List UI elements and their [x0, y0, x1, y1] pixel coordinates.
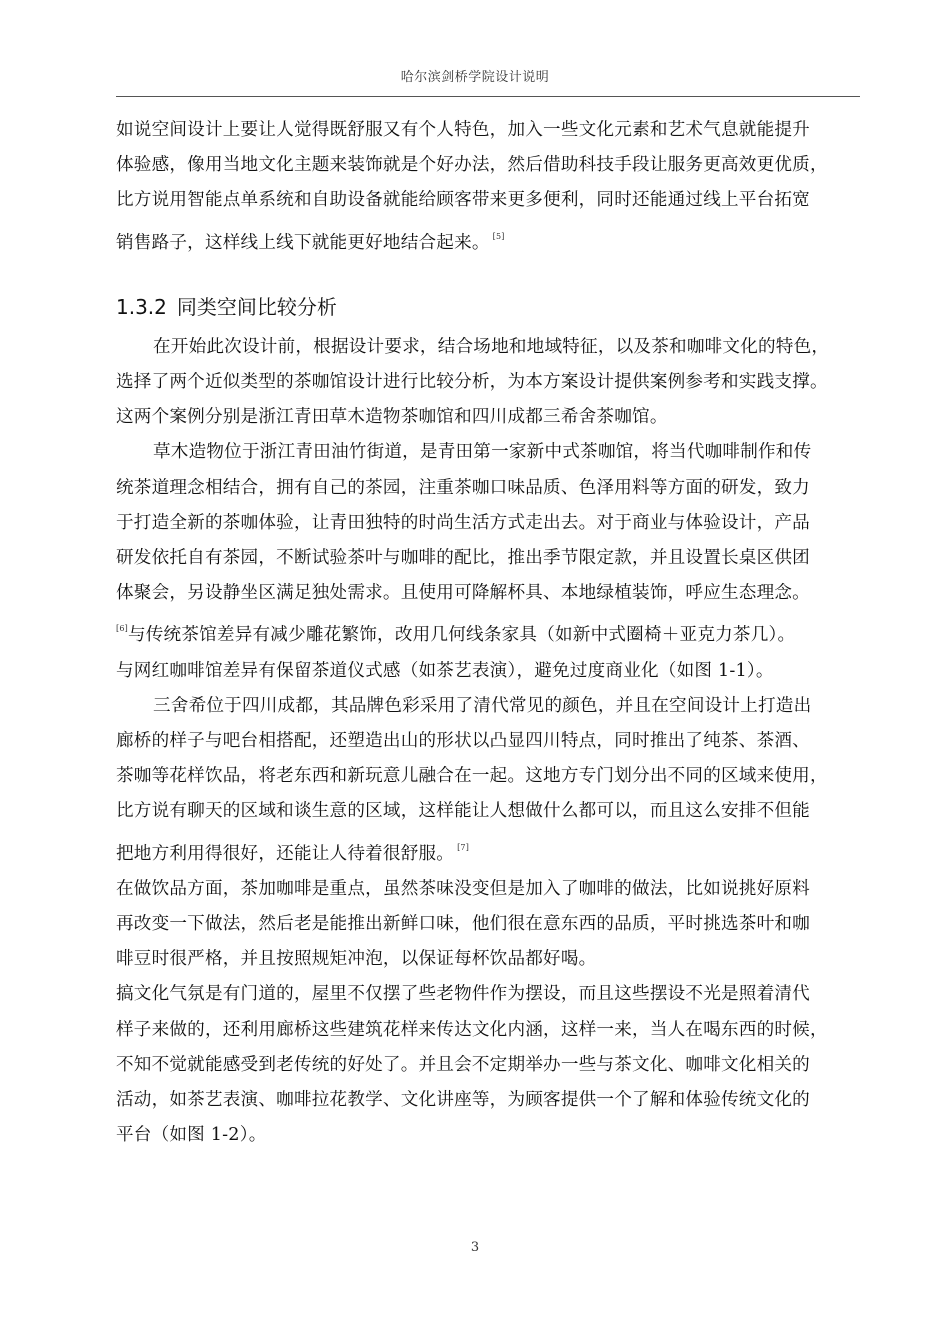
header-divider: [116, 96, 860, 97]
text-line: 草木造物位于浙江青田油竹街道，是青田第一家新中式茶咖馆，将当代咖啡制作和传: [153, 442, 812, 463]
text-line: 体聚会，另设静坐区满足独处需求。且使用可降解杯具、本地绿植装饰，呼应生态理念。: [116, 583, 810, 604]
paragraph-5: [116, 872, 868, 978]
text-line-with-citation: [116, 611, 868, 653]
citation-marker: [7]: [457, 842, 470, 852]
text-line: 再改变一下做法，然后老是能推出新鲜口味，他们很在意东西的品质，平时挑选茶叶和咖: [116, 914, 810, 935]
text-line: 体验感，像用当地文化主题来装饰就是个好办法，然后借助科技手段让服务更高效更优质，: [116, 155, 828, 176]
page-header-title: 哈尔滨剑桥学院设计说明: [400, 70, 550, 85]
text-line: 与网红咖啡馆差异有保留茶道仪式感（如茶艺表演），避免过度商业化（如图 1-1）。: [116, 660, 774, 681]
text-line: 搞文化气氛是有门道的，屋里不仅摆了些老物件作为摆设，而且这些摆设不光是照着清代: [116, 984, 810, 1005]
text-line-with-citation: [116, 830, 868, 872]
text-line: 统茶道理念相结合，拥有自己的茶园，注重茶咖口味品质、色泽用料等方面的研发，致力: [116, 477, 810, 498]
paragraph-6: [116, 977, 868, 1153]
page-number: 3: [470, 1240, 480, 1255]
text-line: 选择了两个近似类型的茶咖馆设计进行比较分析，为本方案设计提供案例参考和实践支撑。: [116, 372, 828, 393]
document-body: [116, 113, 868, 1153]
citation-marker: [6]: [116, 624, 128, 634]
citation-marker: [5]: [492, 231, 505, 241]
text-line: 廊桥的样子与吧台相搭配，还塑造出山的形状以凸显四川特点，同时推出了纯茶、茶酒、: [116, 731, 810, 752]
text-line: 三舍希位于四川成都，其品牌色彩采用了清代常见的颜色，并且在空间设计上打造出: [153, 695, 812, 716]
text-line: 平台（如图 1-2）。: [116, 1125, 267, 1146]
text-line: 把地方利用得很好，还能让人待着很舒服。: [116, 843, 455, 864]
text-line: 这两个案例分别是浙江青田草木造物茶咖馆和四川成都三希舍茶咖馆。: [116, 407, 668, 428]
text-line: 啡豆时很严格，并且按照规矩冲泡，以保证每杯饮品都好喝。: [116, 949, 597, 970]
text-line: 在开始此次设计前，根据设计要求，结合场地和地域特征，以及茶和咖啡文化的特色，: [153, 336, 830, 357]
text-line: 活动，如茶艺表演、咖啡拉花教学、文化讲座等，为顾客提供一个了解和体验传统文化的: [116, 1090, 810, 1111]
text-line: 销售路子，这样线上线下就能更好地结合起来。: [116, 232, 490, 253]
text-line-with-citation: [116, 219, 868, 261]
text-line: 在做饮品方面，茶加咖啡是重点，虽然茶味没变但是加入了咖啡的做法，比如说挑好原料: [116, 878, 810, 899]
text-line: 茶咖等花样饮品，将老东西和新玩意儿融合在一起。这地方专门划分出不同的区域来使用，: [116, 766, 828, 787]
paragraph-4: [116, 689, 868, 872]
paragraph-2: [116, 330, 868, 436]
text-line: 如说空间设计上要让人觉得既舒服又有个人特色，加入一些文化元素和艺术气息就能提升: [116, 120, 810, 140]
text-line: 研发依托自有茶园，不断试验茶叶与咖啡的配比，推出季节限定款，并且设置长桌区供团: [116, 548, 810, 569]
paragraph-1: [116, 113, 868, 261]
section-title: 同类空间比较分析: [176, 294, 337, 319]
text-line: 比方说有聊天的区域和谈生意的区域，这样能让人想做什么都可以，而且这么安排不但能: [116, 801, 810, 822]
text-line: 比方说用智能点单系统和自助设备就能给顾客带来更多便利，同时还能通过线上平台拓宽: [116, 190, 810, 211]
text-line: 样子来做的，还利用廊桥这些建筑花样来传达文化内涵，这样一来，当人在喝东西的时候，: [116, 1019, 828, 1040]
text-line: 不知不觉就能感受到老传统的好处了。并且会不定期举办一些与茶文化、咖啡文化相关的: [116, 1054, 810, 1075]
text-line: 与传统茶馆差异有减少雕花繁饰，改用几何线条家具（如新中式圈椅＋亚克力茶几）。: [127, 625, 796, 646]
section-number: 1.3.2: [116, 294, 167, 319]
text-line: 于打造全新的茶咖体验，让青田独特的时尚生活方式走出去。对于商业与体验设计，产品: [116, 512, 810, 533]
section-heading: [116, 292, 868, 322]
paragraph-3: [116, 435, 868, 688]
